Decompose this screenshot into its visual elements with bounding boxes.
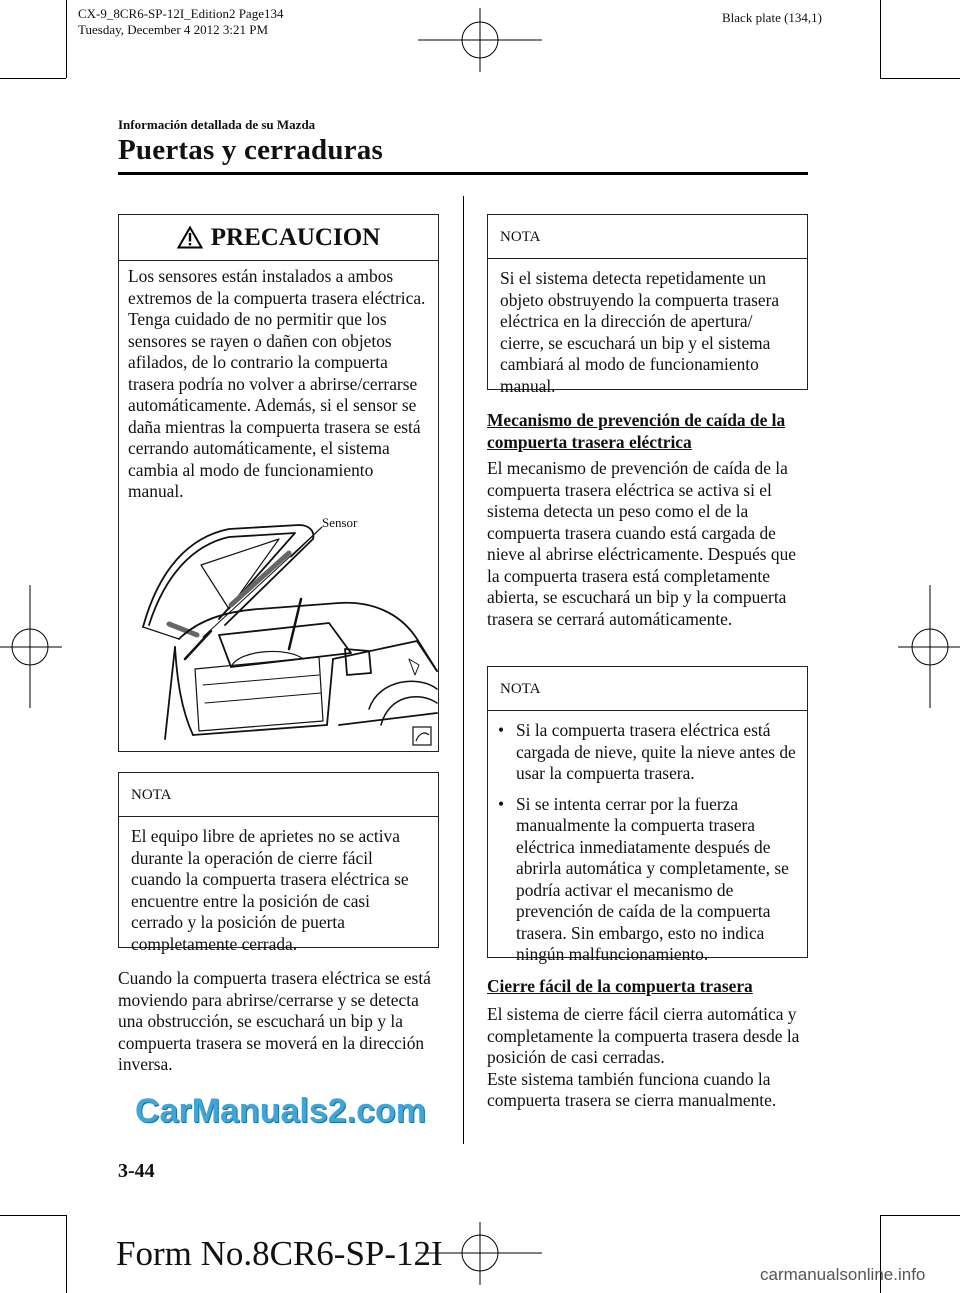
- caution-text: Los sensores están instalados a ambos extremos de la compuerta trasera eléctrica. Tenga cuidado de no permitir que los sensores se rayen o dañen con objetos afilados, de lo contrario la compuerta trasera podría no volver a abrirse/cerrarse automáticamente. Además, si el sensor se daña mientras la compuerta trasera se está cerrando automáticamente, el sistema cambia al modo de funcionamiento manual.: [128, 266, 426, 501]
- date-line: Tuesday, December 4 2012 3:21 PM: [78, 22, 269, 37]
- caution-box: [118, 214, 439, 752]
- obstruction-paragraph: Cuando la compuerta trasera eléctrica se está moviendo para abrirse/cerrarse y se detecta una obstrucción, se escuchará un bip y la compuerta trasera se moverá en la dirección inversa.: [118, 968, 431, 1074]
- site-watermark: carmanualsonline.info: [760, 1265, 926, 1284]
- nota-box-right-top: [487, 214, 808, 396]
- file-line: CX-9_8CR6-SP-12I_Edition2 Page134: [78, 6, 284, 21]
- file-info: [78, 6, 283, 38]
- nota-box-right-bottom: [487, 666, 808, 964]
- plate-label: Black plate (134,1): [722, 10, 822, 25]
- nota-title-left: NOTA: [119, 773, 438, 817]
- page-number: 3-44: [118, 1160, 155, 1182]
- sensor-label: Sensor: [322, 515, 358, 530]
- nota-title-right-bottom: NOTA: [488, 667, 807, 711]
- nota-text-left: El equipo libre de aprietes no se activa durante la operación de cierre fácil cuando la compuerta trasera eléctrica se encuentre entre la posición de casi cerrado y la posición de puerta completamente cerrada.: [131, 826, 409, 954]
- page-title: Puertas y cerraduras: [118, 134, 383, 166]
- title-rule: [118, 172, 808, 175]
- easy-close-text: [487, 1004, 809, 1112]
- section-label: Información detallada de su Mazda: [118, 117, 316, 132]
- nota-item: • Si se intenta cerrar por la fuerza manualmente la compuerta trasera eléctrica inmediatamente después de abrirla automática y completamente, se podría activar el mecanismo de prevención de caída de la compuerta trasera. Sin embargo, esto no indica ningún malfuncionamiento.: [488, 794, 797, 966]
- watermark-logo: CarManuals2.com: [135, 1092, 426, 1130]
- caution-title: PRECAUCION: [210, 223, 381, 251]
- column-separator: [463, 196, 464, 1144]
- nota-title-right-top: NOTA: [488, 215, 807, 259]
- nota-item: • Si la compuerta trasera eléctrica está cargada de nieve, quite la nieve antes de usar la compuerta trasera.: [488, 720, 797, 785]
- form-number: Form No.8CR6-SP-12I: [116, 1234, 443, 1273]
- caution-header: [119, 215, 438, 261]
- fall-prevention-heading: Mecanismo de prevención de caída de la compuerta trasera eléctrica: [487, 410, 786, 452]
- nota-text-right-top: Si el sistema detecta repetidamente un objeto obstruyendo la compuerta trasera eléctrica en la dirección de apertura/ cierre, se escuchará un bip y el sistema cambiará al modo de funcionamiento manual.: [500, 268, 780, 396]
- easy-close-heading: Cierre fácil de la compuerta trasera: [487, 976, 753, 996]
- fall-prevention-text: El mecanismo de prevención de caída de la compuerta trasera eléctrica se activa si el sistema detecta un peso como el de la compuerta trasera cuando está cargada de nieve al abrirse eléctricamente. Después que la compuerta trasera está completamente abierta, se escuchará un bip y la compuerta trasera se cerrará automáticamente.: [487, 458, 797, 629]
- tailgate-figure: [119, 499, 439, 751]
- easy-close-text-2: Este sistema también funciona cuando la compuerta trasera se cierra manualmente.: [487, 1068, 777, 1110]
- tailgate-sensor-illustration: [119, 499, 439, 751]
- nota-box-left: [118, 772, 439, 954]
- warning-triangle-icon: [177, 226, 203, 249]
- easy-close-text-1: El sistema de cierre fácil cierra automática y completamente la compuerta trasera desde la posición de casi cerradas.: [487, 1004, 800, 1067]
- nota-list-right-bottom: [488, 711, 807, 966]
